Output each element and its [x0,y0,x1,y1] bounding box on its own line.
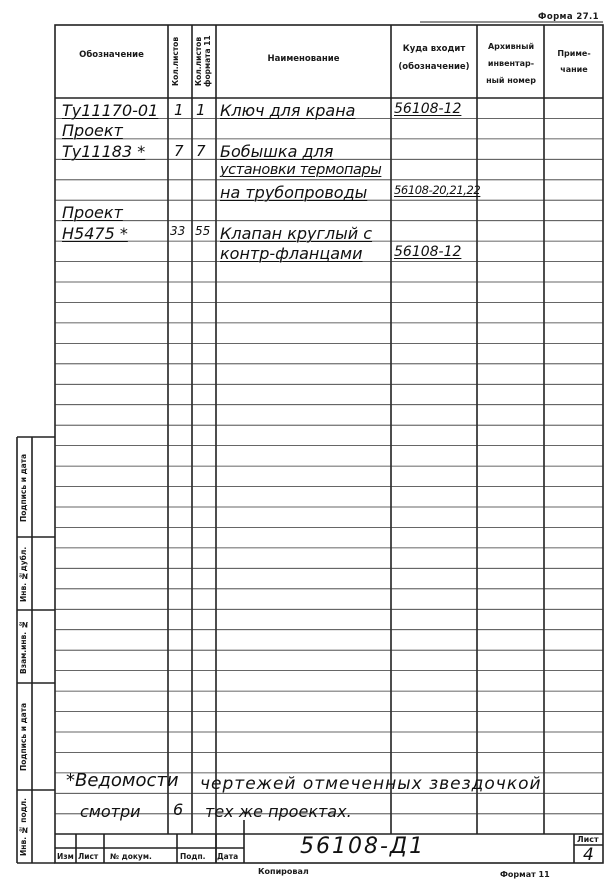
row-name: контр-фланцами [220,244,363,264]
form-number-label: Форма 27.1 [538,12,599,22]
row-name: Бобышка для [220,141,334,161]
row-designation: Проект [62,121,123,141]
row-name: на трубопроводы [220,182,368,202]
footnote-line1-b: чертежей отмеченных звездочкой [200,774,542,794]
title-sheet-label: Лист [577,835,599,844]
title-doc-no: № докум. [110,852,152,861]
side-label-inv-dubl: Инв. №дубл. [19,546,28,602]
row-sheets-count: 1 [174,101,184,119]
row-where-used: 56108-20,21,22 [394,182,481,197]
header-name: Наименование [267,54,340,64]
side-label-sign-date-1: Подпись и дата [19,453,28,522]
title-doc-code: 56108-Д1 [300,834,426,859]
header-archive-number: Архивный инвентар-ный номер [486,42,536,85]
header-where-used: Куда входит (обозначение) [398,44,470,72]
footnote-line2-b: тех же проектах. [205,802,352,821]
title-sheet-number: 4 [583,845,594,865]
title-podp: Подп. [180,852,206,861]
footnote-line2-a: смотри [80,802,141,821]
row-sheets-count: 7 [174,141,184,160]
footnote-line2-num: 6 [173,800,184,819]
header-sheets-count: Кол.листов [171,36,180,87]
title-izm: Изм [57,852,74,861]
side-label-sign-date-2: Подпись и дата [19,702,28,772]
row-designation: Проект [62,203,123,223]
row-designation: Ту11183 * [62,141,146,161]
title-list: Лист [78,852,99,861]
row-designation: Ту11170-01 [62,101,159,120]
row-format-11-count: 55 [195,223,211,238]
row-where-used: 56108-12 [394,244,462,261]
row-where-used: 56108-12 [394,101,462,117]
row-name: Ключ для крана [220,101,356,120]
footer-format: Формат 11 [500,870,550,879]
side-label-inv-podl: Инв. № подл. [19,798,28,857]
header-note: Приме-чание [557,49,591,74]
title-data: Дата [217,852,239,861]
footer-copied: Копировал [258,867,309,876]
footnote-line1-a: *Ведомости [66,770,179,791]
side-label-vzam-inv: Взам.инв. № [19,620,28,674]
row-format-11-count: 1 [196,101,206,119]
row-designation: Н5475 * [62,223,128,243]
row-name: Клапан круглый с [220,223,373,243]
header-format-11: Кол.листов формата 11 [194,35,212,88]
row-sheets-count: 33 [170,223,186,238]
row-name: установки термопары [220,162,382,179]
header-designation: Обозначение [79,50,144,60]
row-format-11-count: 7 [196,141,206,160]
